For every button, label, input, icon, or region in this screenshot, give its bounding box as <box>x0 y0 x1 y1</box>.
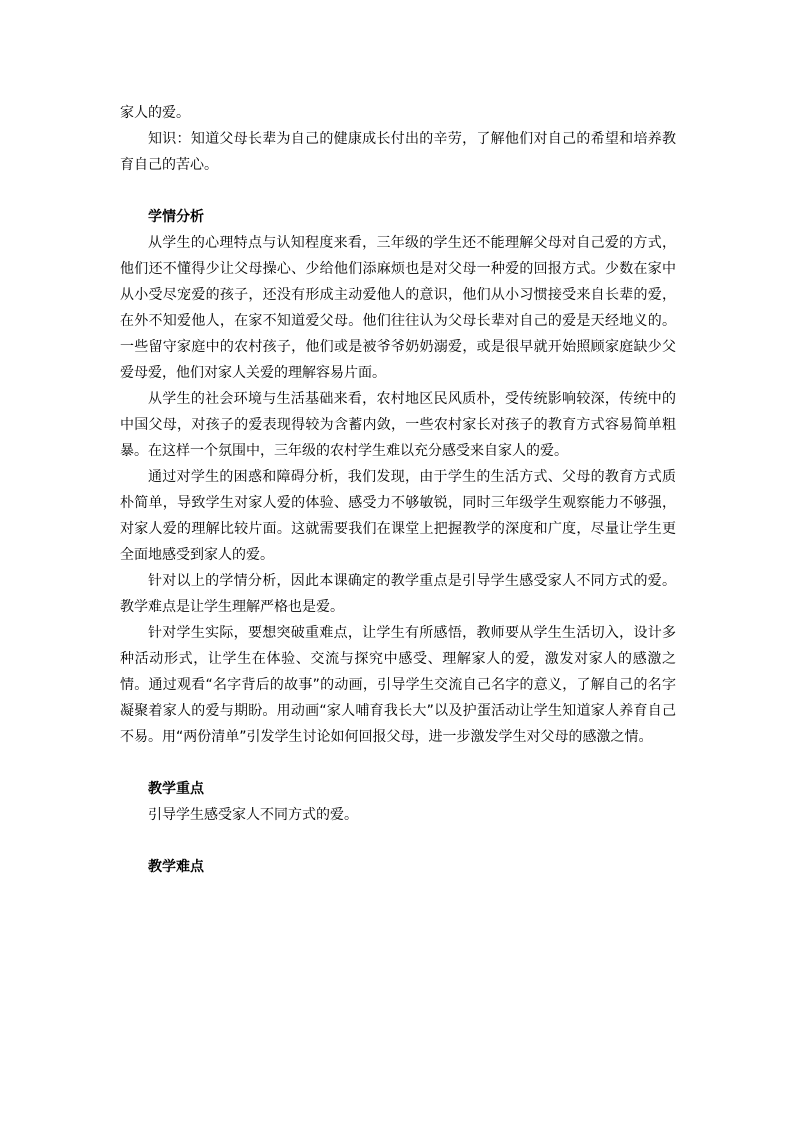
paragraph-continuation: 家人的爱。 <box>120 105 190 121</box>
document-body <box>120 100 676 880</box>
section-spacer <box>120 750 676 776</box>
section-spacer <box>120 178 676 204</box>
paragraph-psychology: 从学生的心理特点与认知程度来看，三年级的学生还不能理解父母对自己爱的方式，他们还不懂得少让父母操心、少给他们添麻烦也是对父母一种爱的回报方式。少数在家中从小受尽宠爱的孩子，还没有形成主动爱他人的意识，他们从小习惯接受来自长辈的爱，在外不知爱他人，在家不知道爱父母。他们往往认为父母长辈对自己的爱是天经地义的。一些留守家庭中的农村孩子，他们或是被爷爷奶奶溺爱，或是很早就开始照顾家庭缺少父爱母爱，他们对家人关爱的理解容易片面。 <box>120 235 676 381</box>
paragraph-knowledge-goal: 知识：知道父母长辈为自己的健康成长付出的辛劳，了解他们对自己的希望和培养教育自己的苦心。 <box>120 131 676 173</box>
paragraph-focus-summary: 针对以上的学情分析，因此本课确定的教学重点是引导学生感受家人不同方式的爱。教学难点是让学生理解严格也是爱。 <box>120 573 676 615</box>
heading-teaching-focus: 教学重点 <box>148 781 204 797</box>
paragraph-teaching-strategy: 针对学生实际，要想突破重难点，让学生有所感悟，教师要从学生生活切入，设计多种活动形式，让学生在体验、交流与探究中感受、理解家人的爱，激发对家人的感激之情。通过观看“名字背后的故事”的动画，引导学生交流自己名字的意义，了解自己的名字凝聚着家人的爱与期盼。用动画“家人哺育我长大”以及护蛋活动让学生知道家人养育自己不易。用“两份清单”引发学生讨论如何回报父母，进一步激发学生对父母的感激之情。 <box>120 625 676 745</box>
heading-teaching-difficulty: 教学难点 <box>148 859 204 875</box>
paragraph-teaching-focus: 引导学生感受家人不同方式的爱。 <box>148 807 358 823</box>
paragraph-difficulty-analysis: 通过对学生的困惑和障碍分析，我们发现，由于学生的生活方式、父母的教育方式质朴简单，导致学生对家人爱的体验、感受力不够敏锐，同时三年级学生观察能力不够强，对家人爱的理解比较片面。这就需要我们在课堂上把握教学的深度和广度，尽量让学生更全面地感受到家人的爱。 <box>120 469 676 563</box>
paragraph-social-environment: 从学生的社会环境与生活基础来看，农村地区民风质朴，受传统影响较深，传统中的中国父母，对孩子的爱表现得较为含蓄内敛，一些农村家长对孩子的教育方式容易简单粗暴。在这样一个氛围中，三年级的农村学生难以充分感受来自家人的爱。 <box>120 391 676 459</box>
heading-student-analysis: 学情分析 <box>148 209 204 225</box>
section-spacer <box>120 828 676 854</box>
